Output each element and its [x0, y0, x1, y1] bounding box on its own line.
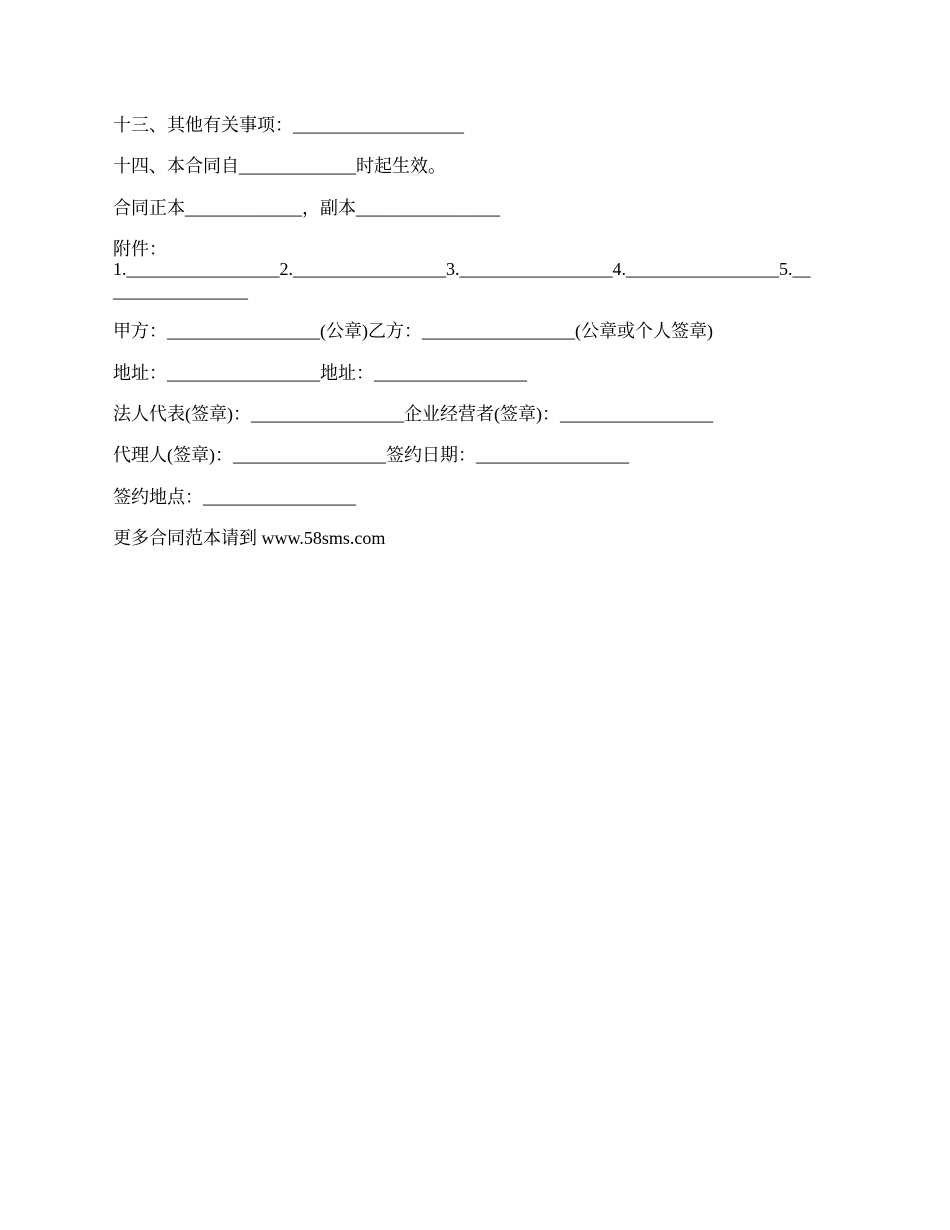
contract-copies-line: 合同正本_____________，副本________________ [113, 198, 500, 218]
signing-place-line: 签约地点：_________________ [113, 487, 356, 507]
attachments-list: 1._________________2._________________3._________________4._________________5.__ [113, 259, 811, 279]
representative-signature-line: 法人代表(签章)：_________________企业经营者(签章)：_________________ [113, 404, 713, 424]
attachments-list-continued: _______________ [113, 281, 248, 301]
parties-signature-line: 甲方：_________________(公章)乙方：_________________(公章或个人签章) [113, 321, 713, 341]
footer-website-note: 更多合同范本请到 www.58sms.com [113, 528, 386, 548]
clause-13-other-matters: 十三、其他有关事项：___________________ [113, 115, 464, 135]
agent-and-date-line: 代理人(签章)：_________________签约日期：_________________ [113, 445, 629, 465]
address-line: 地址：_________________地址：_________________ [113, 363, 527, 383]
clause-14-effective-date: 十四、本合同自_____________时起生效。 [113, 156, 446, 176]
attachments-label: 附件： [113, 239, 167, 259]
